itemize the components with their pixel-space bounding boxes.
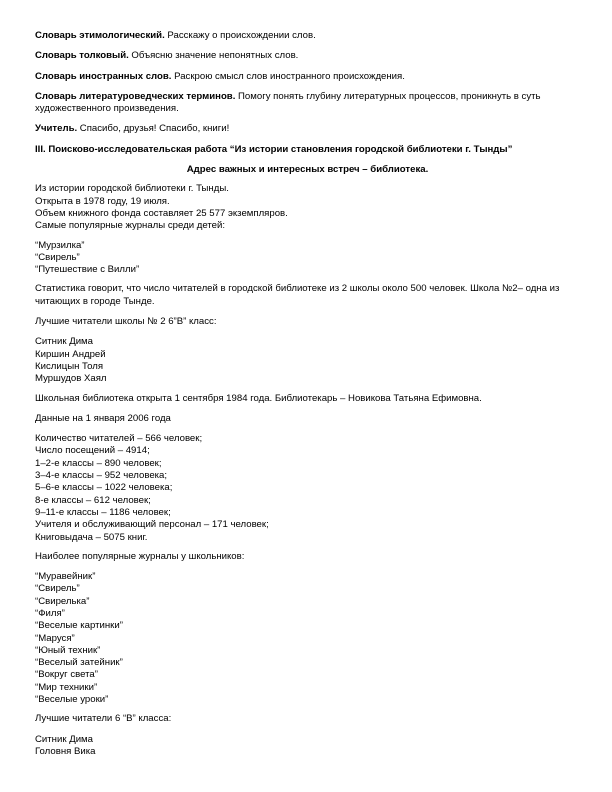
history-line: Открыта в 1978 году, 19 июля. xyxy=(35,195,170,207)
journal-item: “Филя” xyxy=(35,607,65,619)
best-readers-6b-label: Лучшие читатели 6 “В” класса: xyxy=(35,713,172,725)
stats-line: 8-е классы – 612 человек; xyxy=(35,494,151,506)
history-line: Объем книжного фонда составляет 25 577 экземпляров. xyxy=(35,207,288,219)
section-title: III. Поисково-исследовательская работа “Из истории становления городской библиотеки г. Тынды” xyxy=(35,143,513,155)
stats-list xyxy=(35,433,580,544)
dictionary-term: Словарь иностранных слов. xyxy=(35,70,172,82)
stats-line: Книговыдача – 5075 книг. xyxy=(35,531,148,543)
teacher-label: Учитель. xyxy=(35,123,78,135)
dictionary-explanatory xyxy=(35,50,580,62)
dictionary-etymological xyxy=(35,30,580,42)
popular-journals-label: Наиболее популярные журналы у школьников: xyxy=(35,550,245,562)
stats-line: 9–11-е классы – 1186 человек; xyxy=(35,506,171,518)
statistics-paragraph: Статистика говорит, что число читателей в городской библиотеке из 2 школы около 500 человек. Школа №2– одна из читающих в городе Тынде. xyxy=(35,283,560,307)
dictionary-text: Помогу понять глубину литературных процессов, проникнуть в суть художественного произведения. xyxy=(35,90,541,115)
journal-item: “Вокруг света” xyxy=(35,669,98,681)
dictionary-term: Словарь литературоведческих терминов. xyxy=(35,90,236,102)
reader-name: Ситник Дима xyxy=(35,733,93,745)
journal-item: “Свирель” xyxy=(35,583,80,595)
reader-name: Кислицын Толя xyxy=(35,360,104,372)
dictionary-text: Раскрою смысл слов иностранного происхождения. xyxy=(171,70,405,82)
journal-item: “Веселые картинки” xyxy=(35,620,123,632)
journal-item: “Веселый затейник” xyxy=(35,657,123,669)
history-line: Самые популярные журналы среди детей: xyxy=(35,220,225,232)
stats-line: 3–4-е классы – 952 человека; xyxy=(35,470,168,482)
best-readers-6b-list xyxy=(35,734,580,759)
dictionary-text: Объясню значение непонятных слов. xyxy=(128,50,299,62)
data-date: Данные на 1 января 2006 года xyxy=(35,412,171,424)
history-line: Из истории городской библиотеки г. Тынды. xyxy=(35,183,229,195)
teacher-text: Спасибо, друзья! Спасибо, книги! xyxy=(77,123,230,135)
journal-item: “Юный техник” xyxy=(35,644,101,656)
journal-item: “Мурзилка” xyxy=(35,239,85,251)
dictionary-text: Расскажу о происхождении слов. xyxy=(164,30,316,41)
teacher-line xyxy=(35,123,580,135)
dictionary-term: Словарь толковый. xyxy=(35,50,129,62)
dictionary-literary-terms xyxy=(35,91,580,116)
dictionary-foreign-words xyxy=(35,71,580,83)
best-readers-2b-list xyxy=(35,336,580,385)
journal-item: “Свирель” xyxy=(35,251,80,263)
stats-line: 1–2-е классы – 890 человек; xyxy=(35,457,162,469)
journal-item: “Муравейник” xyxy=(35,571,96,583)
journal-item: “Свирелька” xyxy=(35,595,90,607)
reader-name: Киршин Андрей xyxy=(35,348,106,360)
school-library-paragraph: Школьная библиотека открыта 1 сентября 1984 года. Библиотекарь – Новикова Татьяна Ефимовна. xyxy=(35,392,482,404)
journal-item: “Мир техники” xyxy=(35,681,98,693)
section-subtitle: Адрес важных и интересных встреч – библиотека. xyxy=(186,164,429,176)
history-block xyxy=(35,183,580,232)
school-journals-list xyxy=(35,571,580,706)
journal-item: “Маруся” xyxy=(35,632,75,644)
stats-line: Количество читателей – 566 человек; xyxy=(35,433,203,445)
journal-item: “Путешествие с Вилли” xyxy=(35,264,140,276)
journal-item: “Веселые уроки” xyxy=(35,694,109,706)
stats-line: Учителя и обслуживающий персонал – 171 человек; xyxy=(35,519,269,531)
kids-journals-list xyxy=(35,240,580,277)
document-page xyxy=(35,30,580,765)
stats-line: 5–6-е классы – 1022 человека; xyxy=(35,482,173,494)
best-readers-2b-label: Лучшие читатели школы № 2 6”В” класс: xyxy=(35,316,217,328)
reader-name: Муршудов Хаял xyxy=(35,373,107,385)
dictionary-term: Словарь этимологический. xyxy=(35,30,165,41)
reader-name: Ситник Дима xyxy=(35,336,93,348)
stats-line: Число посещений – 4914; xyxy=(35,445,150,457)
reader-name: Головня Вика xyxy=(35,745,96,757)
